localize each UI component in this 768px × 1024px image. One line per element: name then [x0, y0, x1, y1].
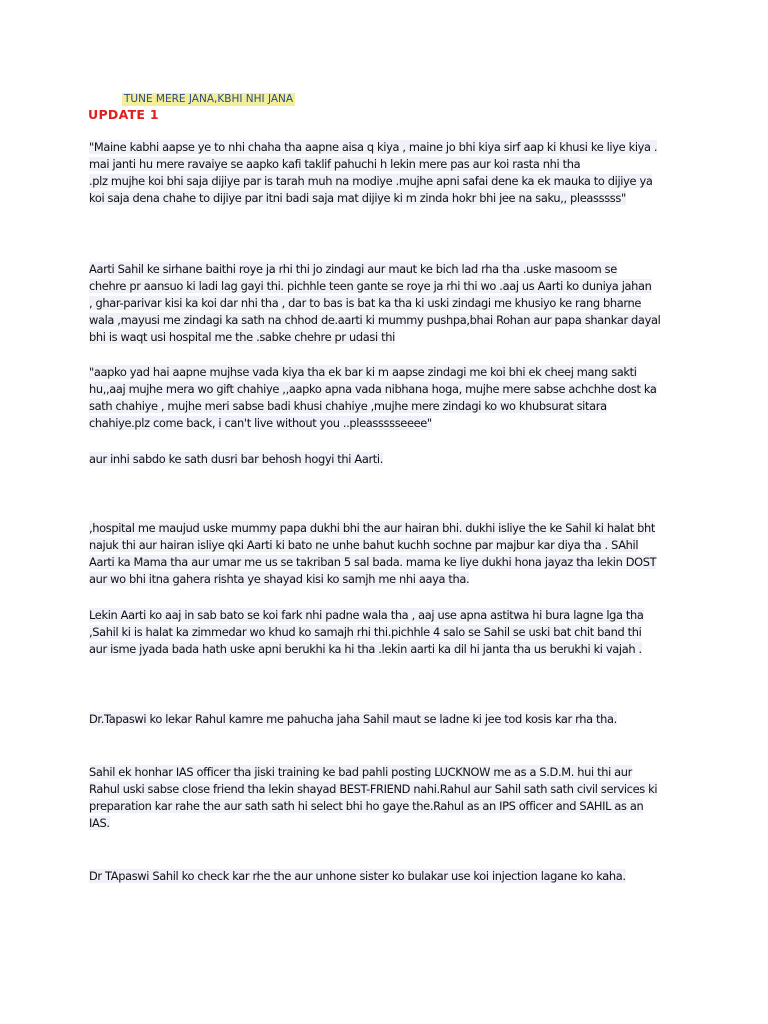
text-line: Aarti Sahil ke sirhane baithi roye ja rhi thi jo zindagi aur maut ke bich lad rha tha .uske masoom se [89, 262, 617, 276]
text-line: aur wo bhi itna gahera rishta ye shayad kisi ko samjh me nhi aaya tha. [89, 572, 470, 586]
text-line: hu,,aaj mujhe mera wo gift chahiye ,,aapko apna vada nibhana hoga, mujhe mere sabse achchhe dost ka [89, 382, 657, 396]
paragraph-7 [89, 711, 689, 728]
text-line: koi saja dena chahe to dijiye par itni badi saja mat dijiye ki m zinda hokr bhi jee na saku,, pleasssss" [89, 191, 626, 205]
text-line: najuk thi aur hairan isliye qki Aarti ki bato ne unhe bahut kuchh sochne par majbur kar diya tha . SAhil [89, 538, 639, 552]
paragraph-1 [89, 139, 689, 207]
text-line: IAS. [89, 816, 110, 830]
text-line: Sahil ek honhar IAS officer tha jiski training ke bad pahli posting LUCKNOW me as a S.D.M. hui thi aur [89, 765, 632, 779]
text-line: Rahul uski sabse close friend tha lekin shayad BEST-FRIEND nahi.Rahul aur Sahil sath sath civil services ki [89, 782, 658, 796]
text-line: preparation kar rahe the aur sath sath hi select bhi ho gaye the.Rahul as an IPS officer and SAHIL as an [89, 799, 644, 813]
paragraph-4 [89, 451, 689, 468]
text-line: Lekin Aarti ko aaj in sab bato se koi fark nhi padne wala tha , aaj use apna astitwa hi bura lagne lga tha [89, 608, 644, 622]
text-line: bhi is waqt usi hospital me the .sabke chehre pr udasi thi [89, 330, 395, 344]
text-line: mai janti hu mere ravaiye se aapko kafi taklif pahuchi h lekin mere pas aur koi rasta nhi tha [89, 157, 581, 171]
paragraph-8 [89, 764, 689, 832]
text-line: wala ,mayusi me zindagi ka sath na chhod de.aarti ki mummy pushpa,bhai Rohan aur papa shankar dayal [89, 313, 661, 327]
text-line: "aapko yad hai aapne mujhse vada kiya tha ek bar ki m aapse zindagi me koi bhi ek cheej mang sakti [89, 365, 637, 379]
text-line: ,hospital me maujud uske mummy papa dukhi bhi the aur hairan bhi. dukhi isliye the ke Sahil ki halat bht [89, 521, 656, 535]
paragraph-9 [89, 868, 689, 885]
text-line: Aarti ka Mama tha aur umar me us se takriban 5 sal bada. mama ke liye dukhi hona jayaz tha lekin DOST [89, 555, 657, 569]
update-heading: UPDATE 1 [88, 107, 159, 122]
text-line: Dr.Tapaswi ko lekar Rahul kamre me pahucha jaha Sahil maut se ladne ki jee tod kosis kar rha tha. [89, 712, 617, 726]
text-line: chahiye.plz come back, i can't live without you ..pleassssseeee" [89, 416, 432, 430]
text-line: , ghar-parivar kisi ka koi dar nhi tha , dar to bas is bat ka tha ki uski zindagi me khusiyo ke rang bharne [89, 296, 642, 310]
text-line: chehre pr aansuo ki ladi lag gayi thi. pichhle teen gante se roye ja rhi thi wo .aaj us Aarti ko duniya jahan [89, 279, 652, 293]
text-line: aur isme jyada bada hath uske apni berukhi ka hi tha .lekin aarti ka dil hi janta tha us berukhi ki vajah . [89, 642, 642, 656]
paragraph-6 [89, 607, 689, 658]
text-line: "Maine kabhi aapse ye to nhi chaha tha aapne aisa q kiya , maine jo bhi kiya sirf aap ki khusi ke liye kiya . [89, 140, 658, 154]
text-line: .plz mujhe koi bhi saja dijiye par is tarah muh na modiye .mujhe apni safai dene ka ek mauka to dijiye ya [89, 174, 653, 188]
paragraph-3 [89, 364, 689, 432]
story-title-highlight: TUNE MERE JANA,KBHI NHI JANA [124, 93, 294, 105]
text-line: sath chahiye , mujhe meri sabse badi khusi chahiye ,mujhe mere zindagi ko wo khubsurat sitara [89, 399, 607, 413]
paragraph-2 [89, 261, 689, 346]
text-line: ,Sahil ki is halat ka zimmedar wo khud ko samajh rhi thi.pichhle 4 salo se Sahil se uski bat chit band thi [89, 625, 642, 639]
text-line: Dr TApaswi Sahil ko check kar rhe the aur unhone sister ko bulakar use koi injection lagane ko kaha. [89, 869, 626, 883]
text-line: aur inhi sabdo ke sath dusri bar behosh hogyi thi Aarti. [89, 452, 383, 466]
paragraph-5 [89, 520, 689, 588]
